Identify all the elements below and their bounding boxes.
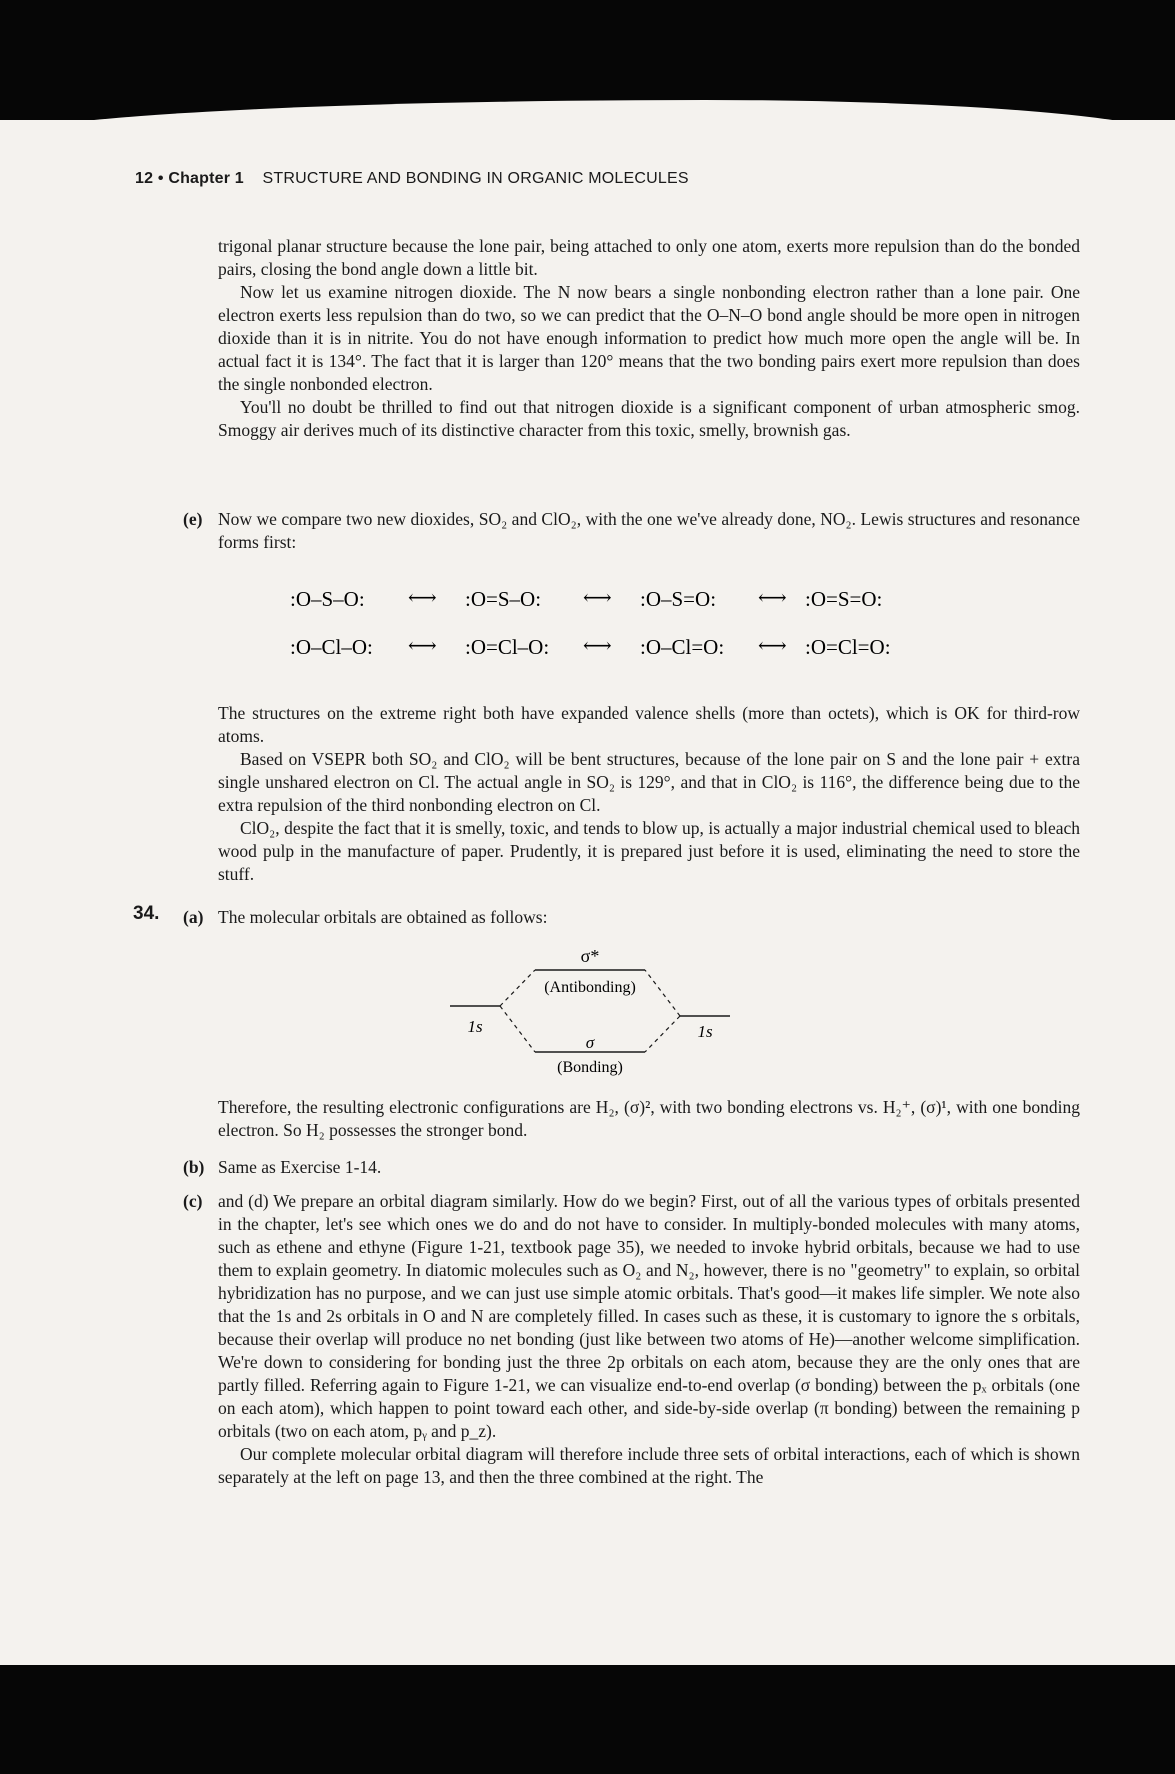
resonance-arrow: ⟷ [583,635,612,657]
part-b [218,1156,1080,1179]
lewis-row-so2 [290,587,882,611]
paragraph-trigonal: trigonal planar structure because the lone pair, being attached to only one atom, exerts more repulsion than do the bonded pairs, closing the bond angle down a little bit. [218,236,1080,279]
mo-right-to-bonding [645,1016,680,1052]
paragraph-smog: You'll no doubt be thrilled to find out that nitrogen dioxide is a significant component of urban atmospheric smog. Smoggy air derives much of its distinctive character from this toxic, smelly, brownish gas. [218,397,1080,440]
resonance-arrow: ⟷ [408,587,437,609]
mo-antibonding-label: (Antibonding) [544,979,636,996]
mo-left-to-bonding [500,1006,535,1052]
scan-bottom-shadow [0,1665,1175,1774]
lewis-form: :O=S–O: [465,587,542,611]
paragraph-nitrogen-dioxide: Now let us examine nitrogen dioxide. The N now bears a single nonbonding electron rather than a lone pair. One electron exerts less repulsion than do two, so we can predict that the O–N–O bond angle should be more open in nitrogen dioxide than it is in nitrite. You do not have enough information to predict how much more open the angle will be. In actual fact it is 134°. The fact that it is larger than 120° means that the two bonding pairs exert more repulsion than does the single nonbonded electron. [218,282,1080,394]
mo-diagram [440,940,740,1080]
resonance-arrow: ⟷ [758,635,787,657]
mo-left-ao-label: 1s [467,1017,483,1036]
part-e-intro [218,508,1080,554]
part-b-label: (b) [183,1157,205,1177]
chapter-label: Chapter 1 [168,170,244,187]
resonance-arrow: ⟷ [583,587,612,609]
lewis-form: :O=S=O: [805,587,883,611]
question-number: 34. [133,903,160,924]
part-a-intro [218,906,1080,929]
page-number: 12 [135,170,154,187]
paragraph-vsepr: Based on VSEPR both SO₂ and ClO₂ will be bent structures, because of the lone pair on S and the lone pair + extra single unshared electron on Cl. The actual angle in SO₂ is 129°, and that in ClO₂ is 116°, the difference being due to the extra repulsion of the third nonbonding electron on Cl. [218,749,1080,815]
chapter-title: STRUCTURE AND BONDING IN ORGANIC MOLECULES [262,170,689,187]
lewis-structures [250,568,930,678]
part-cd-label: (c) [183,1191,203,1211]
part-e-intro-text: Now we compare two new dioxides, SO₂ and ClO₂, with the one we've already done, NO₂. Lewis structures and resonance forms first: [218,509,1080,552]
lewis-row-clo2 [290,635,891,659]
part-a-text: The molecular orbitals are obtained as follows: [218,907,548,927]
lewis-form: :O–S–O: [290,587,365,611]
paragraph-expanded-valence: The structures on the extreme right both have expanded valence shells (more than octets), which is OK for third-row atoms. [218,703,1080,746]
resonance-arrow: ⟷ [408,635,437,657]
mo-right-to-antibonding [645,970,680,1016]
lewis-form: :O–Cl=O: [640,635,725,659]
part-cd [218,1190,1080,1489]
part-a-result-text: Therefore, the resulting electronic configurations are H₂, (σ)², with two bonding electrons vs. H₂⁺, (σ)¹, with one bonding electron. So H₂ possesses the stronger bond. [218,1097,1080,1140]
paragraph-clo2-industrial: ClO₂, despite the fact that it is smelly, toxic, and tends to blow up, is actually a major industrial chemical used to bleach wood pulp in the manufacture of paper. Prudently, it is prepared just before it is used, eliminating the need to store the stuff. [218,818,1080,884]
part-cd-text: and (d) We prepare an orbital diagram similarly. How do we begin? First, out of all the various types of orbitals presented in the chapter, let's see which ones we do and do not have to consider. In multiply-bonded molecules with many atoms, such as ethene and ethyne (Figure 1-21, textbook page 35), we needed to invoke hybrid orbitals, because we had to use them to explain geometry. In diatomic molecules such as O₂ and N₂, however, there is no "geometry" to explain, so orbital hybridization has no purpose, and we can just use simple atomic orbitals. That's good—it makes life simpler. We note also that the 1s and 2s orbitals in O and N are completely filled. In cases such as these, it is customary to ignore the s orbitals, because their overlap will produce no net bonding (just like between two atoms of He)—another welcome simplification. We're down to considering for bonding just the three 2p orbitals on each atom, because they are the only ones that are partly filled. Referring again to Figure 1-21, we can visualize end-to-end overlap (σ bonding) between the pₓ orbitals (one on each atom), which happen to point toward each other, and side-by-side overlap (π bonding) between the remaining p orbitals (two on each atom, pᵧ and p_z). [218,1191,1080,1441]
mo-right-ao-label: 1s [697,1022,713,1041]
lewis-form: :O=Cl=O: [805,635,891,659]
mo-sigma: σ [585,1033,595,1052]
resonance-arrow: ⟷ [758,587,787,609]
section-nitrogen-dioxide [218,235,1080,442]
lewis-form: :O–S=O: [640,587,717,611]
part-a-result [218,1096,1080,1142]
part-a-label: (a) [183,907,204,927]
mo-bonding-label: (Bonding) [557,1059,623,1076]
mo-sigma-star: σ* [580,946,600,966]
part-e-label: (e) [183,509,203,529]
running-head: 12 • Chapter 1 STRUCTURE AND BONDING IN ORGANIC MOLECULES [135,170,689,187]
lewis-form: :O=Cl–O: [465,635,550,659]
part-e-discussion [218,702,1080,886]
lewis-form: :O–Cl–O: [290,635,373,659]
part-cd-continuation: Our complete molecular orbital diagram will therefore include three sets of orbital interactions, each of which is shown separately at the left on page 13, and then the three combined at the right. The [218,1444,1080,1487]
mo-left-to-antibonding [500,970,535,1006]
part-b-text: Same as Exercise 1-14. [218,1157,382,1177]
